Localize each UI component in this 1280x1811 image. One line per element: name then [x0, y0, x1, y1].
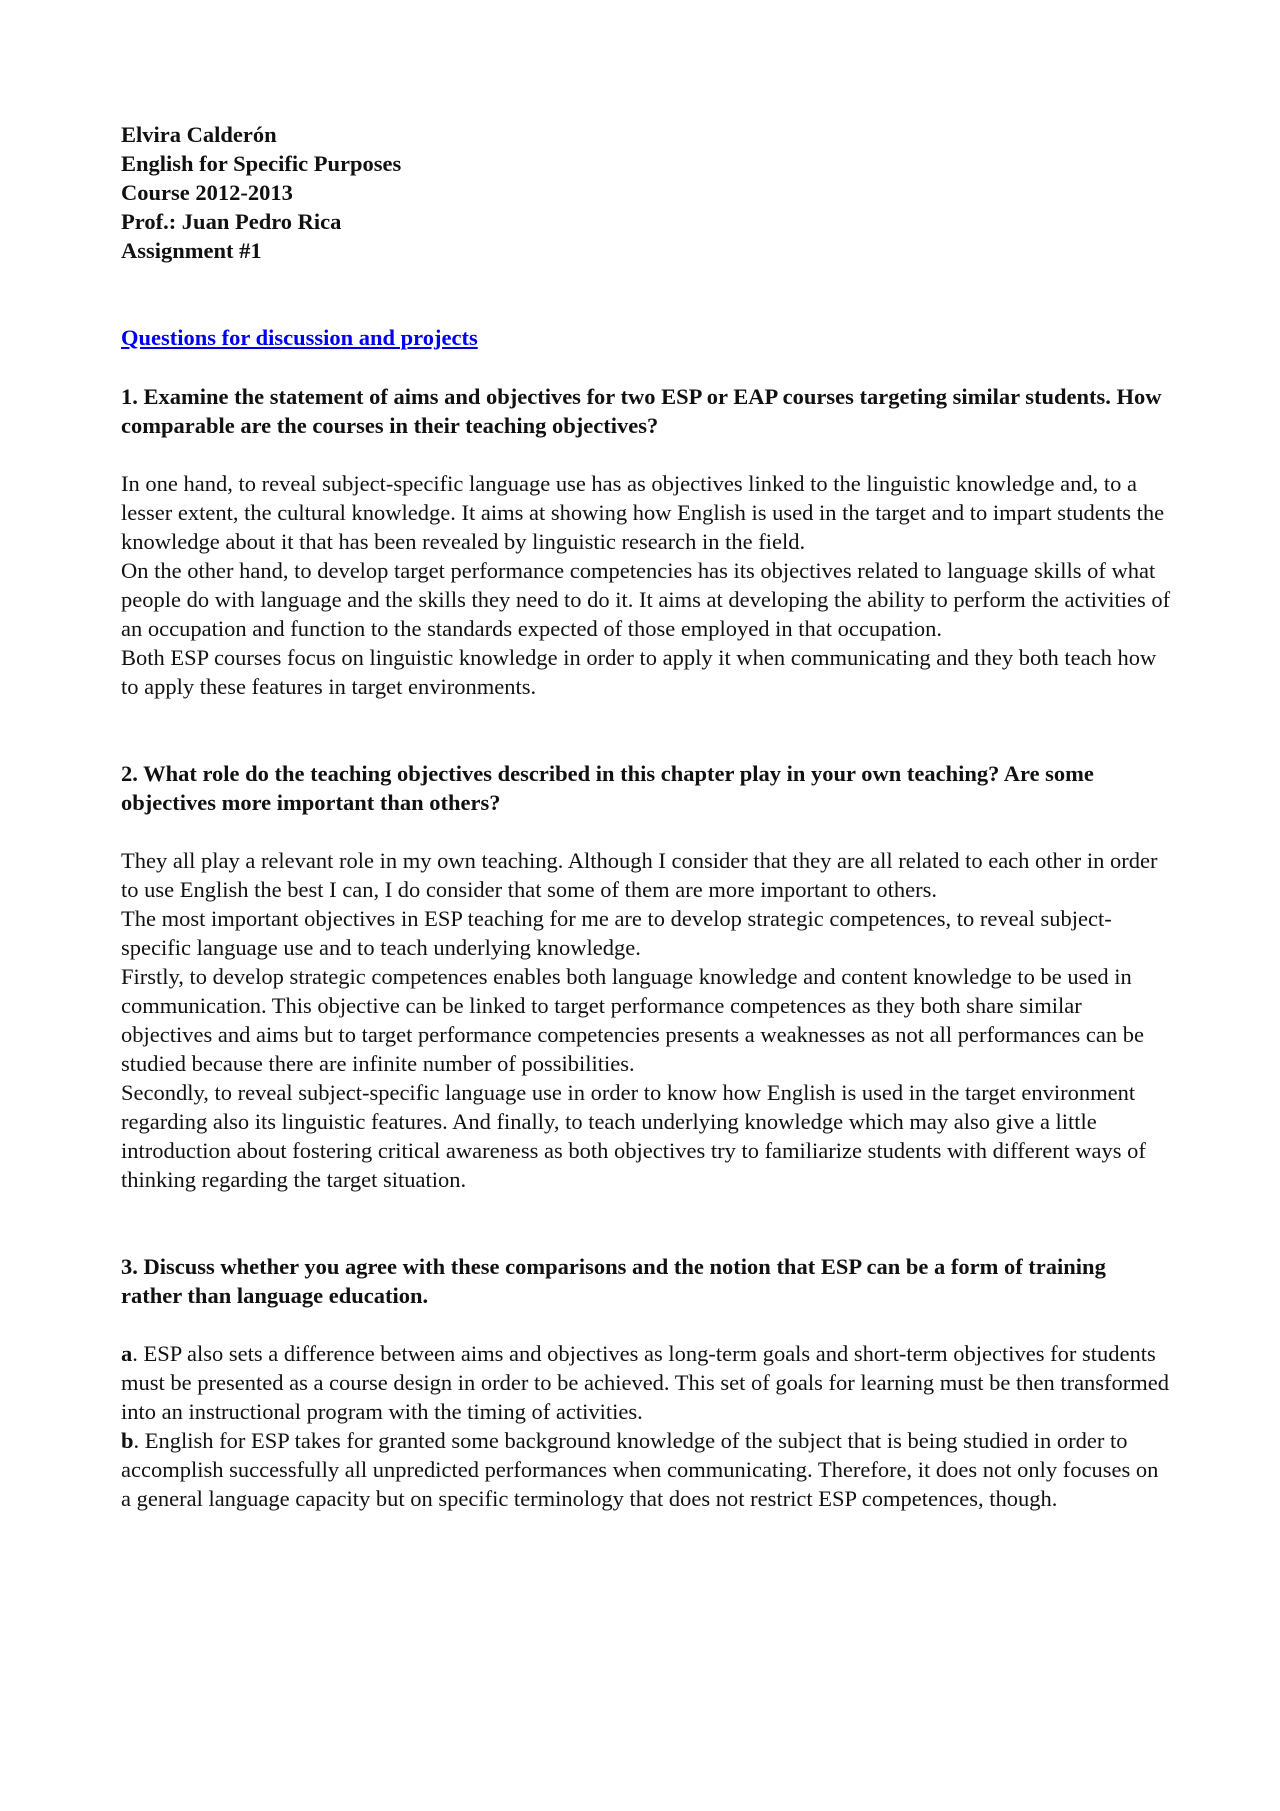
- question-block-3: [121, 1252, 1171, 1513]
- answer-2-paragraph: Secondly, to reveal subject-specific language use in order to know how English is used in the target environment regarding also its linguistic features. And finally, to teach underlying knowledge which may also give a little introduction about fostering critical awareness as both objectives try to familiarize students with different ways of thinking regarding the target situation.: [121, 1080, 1146, 1192]
- answer-1-paragraph: Both ESP courses focus on linguistic knowledge in order to apply it when communicating and they both teach how to apply these features in target environments.: [121, 645, 1157, 699]
- course-year: Course 2012-2013: [121, 180, 293, 205]
- item-label-a: a: [121, 1341, 133, 1366]
- item-text-b: . English for ESP takes for granted some background knowledge of the subject that is being studied in order to accomplish successfully all unpredicted performances when communicating. Therefore, it does not only focuses on a general language capacity but on specific terminology that does not restrict ESP competences, though.: [121, 1428, 1159, 1511]
- subject-title: English for Specific Purposes: [121, 151, 402, 176]
- answer-3: [121, 1339, 1171, 1513]
- question-3: 3. Discuss whether you agree with these comparisons and the notion that ESP can be a form of training rather than language education.: [121, 1254, 1106, 1308]
- item-label-b: b: [121, 1428, 134, 1453]
- item-text-a: . ESP also sets a difference between aims and objectives as long-term goals and short-term objectives for students must be presented as a course design in order to be achieved. This set of goals for learning must be then transformed into an instructional program with the timing of activities.: [121, 1341, 1170, 1424]
- answer-3-item-b: [121, 1426, 1171, 1513]
- professor-name: Prof.: Juan Pedro Rica: [121, 209, 342, 234]
- answer-2-paragraph: The most important objectives in ESP teaching for me are to develop strategic competences, to reveal subject-specific language use and to teach underlying knowledge.: [121, 906, 1112, 960]
- answer-2-paragraph: Firstly, to develop strategic competences enables both language knowledge and content knowledge to be used in communication. This objective can be linked to target performance competences as they both share similar objectives and aims but to target performance competencies presents a weaknesses as not all performances can be studied because there are infinite number of possibilities.: [121, 964, 1144, 1076]
- answer-1-paragraph: On the other hand, to develop target performance competencies has its objectives related to language skills of what people do with language and the skills they need to do it. It aims at developing the ability to perform the activities of an occupation and function to the standards expected of those employed in that occupation.: [121, 558, 1171, 641]
- answer-1: [121, 469, 1171, 701]
- question-2: 2. What role do the teaching objectives described in this chapter play in your own teaching? Are some objectives more important than others?: [121, 761, 1094, 815]
- document-page: [121, 120, 1171, 1513]
- question-block-1: [121, 382, 1171, 701]
- question-block-2: [121, 759, 1171, 1194]
- author-name: Elvira Calderón: [121, 122, 277, 147]
- question-1: 1. Examine the statement of aims and objectives for two ESP or EAP courses targeting similar students. How comparable are the courses in their teaching objectives?: [121, 384, 1162, 438]
- assignment-number: Assignment #1: [121, 238, 262, 263]
- answer-2: [121, 846, 1171, 1194]
- section-title-link[interactable]: Questions for discussion and projects: [121, 325, 478, 350]
- document-header: [121, 120, 1171, 265]
- answer-2-paragraph: They all play a relevant role in my own teaching. Although I consider that they are all related to each other in order to use English the best I can, I do consider that some of them are more important to others.: [121, 848, 1158, 902]
- answer-3-item-a: [121, 1339, 1171, 1426]
- answer-1-paragraph: In one hand, to reveal subject-specific language use has as objectives linked to the linguistic knowledge and, to a lesser extent, the cultural knowledge. It aims at showing how English is used in the target and to impart students the knowledge about it that has been revealed by linguistic research in the field.: [121, 471, 1165, 554]
